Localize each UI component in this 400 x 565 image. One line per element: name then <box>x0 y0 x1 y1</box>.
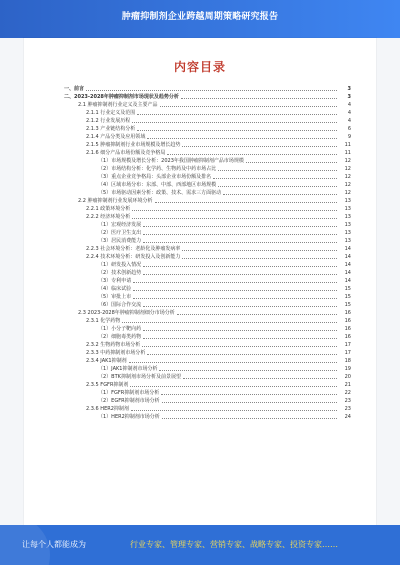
toc-entry[interactable] <box>64 308 351 316</box>
toc-leader-dots <box>182 250 337 251</box>
toc-entry[interactable] <box>64 404 351 412</box>
toc-entry-page-number: 4 <box>347 102 351 108</box>
toc-entry-label: （3）重点企业竞争格局：头部企业市场份额及排名 <box>98 174 212 180</box>
toc-leader-dots <box>143 226 337 227</box>
toc-entry[interactable] <box>64 276 351 284</box>
toc-entry-page-number: 13 <box>344 206 351 212</box>
toc-entry-label: （1）小分子靶向药 <box>98 326 142 332</box>
table-of-contents <box>64 84 351 420</box>
toc-leader-dots <box>122 322 337 323</box>
toc-entry[interactable] <box>64 236 351 244</box>
toc-leader-dots <box>218 186 337 187</box>
toc-entry-label: 2.1.6 细分产品市场份额及竞争格局 <box>86 150 166 156</box>
toc-entry[interactable] <box>64 348 351 356</box>
toc-entry[interactable] <box>64 84 351 92</box>
toc-entry-page-number: 13 <box>344 222 351 228</box>
toc-entry[interactable] <box>64 124 351 132</box>
toc-leader-dots <box>181 98 337 99</box>
toc-entry-page-number: 6 <box>347 126 351 132</box>
toc-leader-dots <box>167 154 337 155</box>
toc-entry[interactable] <box>64 132 351 140</box>
toc-entry[interactable] <box>64 356 351 364</box>
toc-entry[interactable] <box>64 388 351 396</box>
footer-slogan: 让每个人都能成为 <box>22 540 86 549</box>
toc-entry-page-number: 11 <box>344 142 351 148</box>
toc-entry-label: 2.3.5 FGFR抑制剂 <box>86 382 129 388</box>
toc-entry-page-number: 13 <box>344 230 351 236</box>
toc-entry-page-number: 13 <box>344 214 351 220</box>
toc-leader-dots <box>143 330 337 331</box>
toc-entry-label: 2.1.2 行业发展历程 <box>86 118 131 124</box>
toc-entry-label: （3）居民消费能力 <box>98 238 142 244</box>
toc-entry-label: （2）医疗卫生支出 <box>98 230 142 236</box>
toc-leader-dots <box>137 114 337 115</box>
toc-entry-page-number: 12 <box>344 158 351 164</box>
toc-entry-page-number: 14 <box>344 270 351 276</box>
toc-entry[interactable] <box>64 412 351 420</box>
toc-entry-label: 2.1.1 行业定义及范围 <box>86 110 136 116</box>
toc-leader-dots <box>86 90 337 91</box>
toc-entry-label: 2.3 2023-2028年肿瘤抑制剂细分市场分析 <box>78 310 175 316</box>
toc-entry[interactable] <box>64 204 351 212</box>
toc-leader-dots <box>161 394 337 395</box>
toc-entry-label: 2.1.5 肿瘤抑制剂行业市场规模及增长趋势 <box>86 142 181 148</box>
toc-leader-dots <box>142 346 337 347</box>
toc-entry-label: 2.1 肿瘤抑制剂行业定义及主要产品 <box>78 102 158 108</box>
toc-entry-page-number: 15 <box>344 294 351 300</box>
toc-leader-dots <box>133 290 337 291</box>
toc-entry[interactable] <box>64 148 351 156</box>
toc-entry-page-number: 23 <box>344 398 351 404</box>
toc-entry-page-number: 16 <box>344 310 351 316</box>
toc-leader-dots <box>162 418 337 419</box>
toc-entry[interactable] <box>64 340 351 348</box>
toc-entry[interactable] <box>64 164 351 172</box>
toc-leader-dots <box>143 234 337 235</box>
toc-entry-page-number: 14 <box>344 278 351 284</box>
toc-leader-dots <box>131 410 337 411</box>
toc-entry-page-number: 15 <box>344 286 351 292</box>
toc-entry-page-number: 15 <box>344 302 351 308</box>
toc-leader-dots <box>132 122 337 123</box>
toc-leader-dots <box>130 386 337 387</box>
toc-entry-label: 2.1.4 产品分类及应用领域 <box>86 134 146 140</box>
toc-leader-dots <box>143 242 337 243</box>
toc-entry[interactable] <box>64 100 351 108</box>
toc-entry[interactable] <box>64 188 351 196</box>
toc-entry-label: 2.2.1 政策环境分析 <box>86 206 131 212</box>
toc-entry[interactable] <box>64 220 351 228</box>
toc-leader-dots <box>137 130 337 131</box>
toc-entry[interactable] <box>64 324 351 332</box>
toc-entry[interactable] <box>64 284 351 292</box>
toc-entry-page-number: 14 <box>344 246 351 252</box>
toc-entry-label: （3）专利申请 <box>98 278 132 284</box>
toc-leader-dots <box>160 106 337 107</box>
toc-entry[interactable] <box>64 332 351 340</box>
toc-entry-page-number: 3 <box>347 94 351 100</box>
toc-entry-label: （2）细胞毒类药物 <box>98 334 142 340</box>
toc-entry-page-number: 22 <box>344 390 351 396</box>
toc-leader-dots <box>213 178 337 179</box>
toc-entry[interactable] <box>64 316 351 324</box>
toc-leader-dots <box>129 362 337 363</box>
toc-leader-dots <box>143 274 337 275</box>
toc-entry-label: （1）宏观经济发展 <box>98 222 142 228</box>
toc-entry-label: （2）EGFR抑制剂市场分析 <box>98 398 160 404</box>
toc-entry-label: （2）技术创新趋势 <box>98 270 142 276</box>
toc-leader-dots <box>218 170 337 171</box>
toc-entry-label: （4）临床试验 <box>98 286 132 292</box>
toc-leader-dots <box>177 314 337 315</box>
toc-leader-dots <box>143 306 337 307</box>
toc-entry[interactable] <box>64 108 351 116</box>
toc-entry-label: （1）FGFR抑制剂市场分析 <box>98 390 160 396</box>
toc-entry-page-number: 17 <box>344 342 351 348</box>
toc-paper <box>24 38 376 525</box>
toc-entry[interactable] <box>64 244 351 252</box>
toc-leader-dots <box>147 354 337 355</box>
toc-entry-page-number: 19 <box>344 366 351 372</box>
toc-entry-label: 2.3.4 JAK1抑制剂 <box>86 358 127 364</box>
toc-leader-dots <box>182 146 337 147</box>
toc-leader-dots <box>155 202 337 203</box>
toc-entry[interactable] <box>64 252 351 260</box>
toc-entry-label: 2.3.1 化学药物 <box>86 318 121 324</box>
toc-entry-label: 2.2.2 经济环境分析 <box>86 214 131 220</box>
toc-entry[interactable] <box>64 300 351 308</box>
toc-leader-dots <box>143 266 337 267</box>
toc-entry-page-number: 13 <box>344 238 351 244</box>
toc-entry-page-number: 23 <box>344 406 351 412</box>
toc-entry[interactable] <box>64 196 351 204</box>
toc-leader-dots <box>162 402 337 403</box>
toc-entry-page-number: 14 <box>344 254 351 260</box>
toc-leader-dots <box>133 282 337 283</box>
toc-entry-page-number: 9 <box>347 134 351 140</box>
toc-entry-page-number: 4 <box>347 118 351 124</box>
toc-entry-page-number: 11 <box>344 150 351 156</box>
toc-entry[interactable] <box>64 180 351 188</box>
toc-entry-label: 2.2 肿瘤抑制剂行业发展环境分析 <box>78 198 153 204</box>
toc-entry-label: （2）市场结构分析：化学药、生物药及中药市场占比 <box>98 166 217 172</box>
toc-entry-page-number: 16 <box>344 334 351 340</box>
toc-entry-page-number: 4 <box>347 110 351 116</box>
toc-entry-label: 一、前言 <box>64 86 85 92</box>
toc-entry-page-number: 24 <box>344 414 351 420</box>
toc-entry-label: 2.1.3 产业链结构分析 <box>86 126 136 132</box>
toc-leader-dots <box>223 194 337 195</box>
toc-entry-label: （1）研发投入情况 <box>98 262 142 268</box>
toc-entry-page-number: 12 <box>344 182 351 188</box>
toc-leader-dots <box>183 378 337 379</box>
toc-leader-dots <box>159 370 337 371</box>
toc-entry-label: 2.2.3 社会环境分析：老龄化及肿瘤发病率 <box>86 246 181 252</box>
toc-entry[interactable] <box>64 292 351 300</box>
toc-entry[interactable] <box>64 228 351 236</box>
toc-entry-label: （2）BTK抑制剂市场分析及前景展望 <box>98 374 181 380</box>
toc-entry-label: （5）市场驱动因素分析：政策、技术、需求三方面驱动 <box>98 190 222 196</box>
toc-entry-label: 二、2023-2028年肿瘤抑制剂市场现状及趋势分析 <box>64 94 179 100</box>
toc-leader-dots <box>182 258 337 259</box>
toc-entry-page-number: 14 <box>344 262 351 268</box>
toc-entry-page-number: 3 <box>347 86 351 92</box>
toc-entry-label: 2.3.6 HER2抑制剂 <box>86 406 129 412</box>
toc-entry-label: （1）HER2抑制剂市场分析 <box>98 414 160 420</box>
toc-leader-dots <box>143 338 337 339</box>
report-title: 肿瘤抑制剂企业跨越周期策略研究报告 <box>121 12 279 22</box>
toc-entry[interactable] <box>64 260 351 268</box>
toc-entry-page-number: 18 <box>344 358 351 364</box>
toc-entry[interactable] <box>64 364 351 372</box>
toc-entry[interactable] <box>64 116 351 124</box>
toc-entry[interactable] <box>64 396 351 404</box>
toc-entry[interactable] <box>64 372 351 380</box>
toc-entry[interactable] <box>64 380 351 388</box>
toc-entry[interactable] <box>64 156 351 164</box>
toc-entry-page-number: 12 <box>344 166 351 172</box>
toc-entry-page-number: 20 <box>344 374 351 380</box>
toc-entry[interactable] <box>64 212 351 220</box>
report-footer-banner <box>0 525 400 565</box>
toc-leader-dots <box>246 162 337 163</box>
toc-entry-label: （4）区域市场分布：东部、中部、西部地区市场规模 <box>98 182 217 188</box>
toc-entry[interactable] <box>64 140 351 148</box>
toc-leader-dots <box>133 298 337 299</box>
toc-entry-page-number: 21 <box>344 382 351 388</box>
footer-slogan-highlight: 行业专家、管理专家、营销专家、战略专家、投资专家…… <box>130 540 338 549</box>
toc-entry-label: 2.2.4 技术环境分析：研发投入及创新能力 <box>86 254 181 260</box>
toc-entry-page-number: 12 <box>344 190 351 196</box>
toc-entry-label: （1）JAK1抑制剂市场分析 <box>98 366 158 372</box>
toc-entry-page-number: 13 <box>344 198 351 204</box>
toc-entry-label: （6）国际合作交流 <box>98 302 142 308</box>
toc-leader-dots <box>132 210 337 211</box>
toc-entry[interactable] <box>64 92 351 100</box>
toc-entry-page-number: 16 <box>344 318 351 324</box>
toc-entry-label: （1）市场规模及增长分析：2023年我国肿瘤抑制剂产品市场规模 <box>98 158 244 164</box>
toc-entry-page-number: 17 <box>344 350 351 356</box>
toc-entry-label: （5）审批上市 <box>98 294 132 300</box>
toc-entry-page-number: 12 <box>344 174 351 180</box>
toc-entry[interactable] <box>64 268 351 276</box>
toc-heading: 内容目录 <box>173 60 226 74</box>
report-header-banner <box>0 0 400 38</box>
toc-leader-dots <box>147 138 337 139</box>
toc-entry-label: 2.3.2 生物药物市场分析 <box>86 342 141 348</box>
toc-entry[interactable] <box>64 172 351 180</box>
toc-entry-page-number: 16 <box>344 326 351 332</box>
toc-leader-dots <box>132 218 337 219</box>
toc-entry-label: 2.3.3 中药抑制剂市场分析 <box>86 350 146 356</box>
